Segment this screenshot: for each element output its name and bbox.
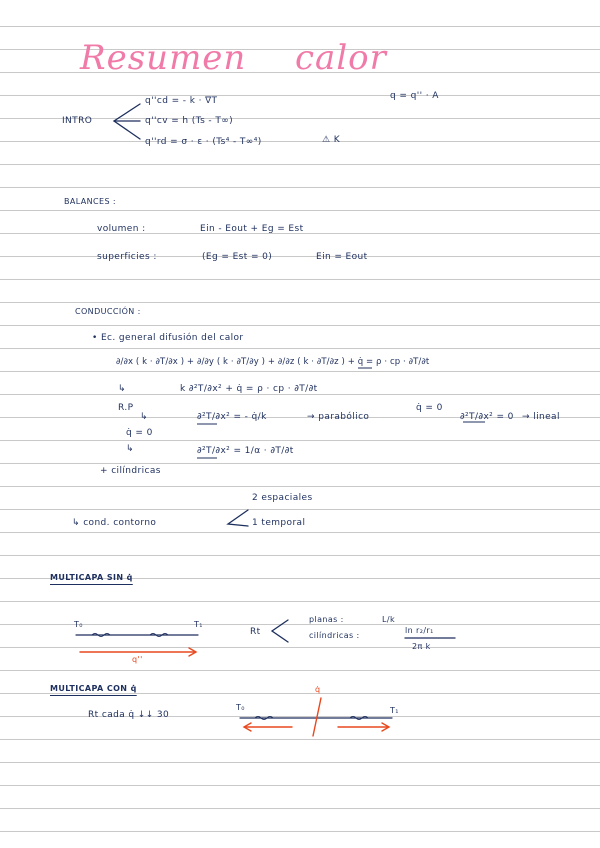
conduction-flux-eq: q''cd = - k · ∇T <box>145 96 218 106</box>
generation-label: q̇ <box>315 685 321 694</box>
multilayer-gen-note: Rt cada q̇ ↓↓ 30 <box>88 710 170 720</box>
multilayer-no-gen-heading: MULTICAPA SIN q̇ <box>50 573 133 582</box>
cylinder-resistance-denominator: 2π k <box>412 642 431 651</box>
row3-arrow: ↳ <box>126 444 134 454</box>
row1-eq: k ∂²T/∂x² + q̇ = ρ · cp · ∂T/∂t <box>180 384 318 394</box>
balances-heading: BALANCES : <box>64 197 117 206</box>
volume-balance-eq: Ein - Eout + Eg = Est <box>200 224 304 234</box>
row2-result: → parabólico <box>307 412 370 422</box>
heat-rate-formula: q = q'' · A <box>390 91 439 101</box>
row2-eq: ∂²T/∂x² = - q̇/k <box>197 412 267 422</box>
surface-balance-eq: Ein = Eout <box>316 252 368 262</box>
plane-wall-label: planas : <box>309 615 344 624</box>
wall-gen-t0-label: T₀ <box>236 703 245 712</box>
surface-label: superficies : <box>97 252 157 262</box>
bc-bracket <box>228 510 248 526</box>
row2-arrow: ↳ <box>140 412 148 422</box>
cylinder-resistance-numerator: ln r₂/r₁ <box>405 626 434 635</box>
cylindrical-note: + cilíndricas <box>100 466 161 476</box>
row2-extra-result: → lineal <box>522 412 560 422</box>
wall-gen-t1-label: T₁ <box>390 706 399 715</box>
volume-label: volumen : <box>97 224 146 234</box>
title-calor: calor <box>295 38 387 78</box>
row2-extra-condition: q̇ = 0 <box>416 403 443 413</box>
row3-eq: ∂²T/∂x² = 1/α · ∂T/∂t <box>197 446 294 456</box>
convection-flux-eq: q''cv = h (Ts - T∞) <box>145 116 234 126</box>
row1-arrow: ↳ <box>118 384 126 394</box>
heat-diffusion-bullet: • Ec. general difusión del calor <box>92 333 244 343</box>
wall-no-gen-diagram <box>76 634 198 657</box>
bc-spatial: 2 espaciales <box>252 493 313 503</box>
radiation-flux-eq: q''rd = σ · ε · (Ts⁴ - T∞⁴) <box>145 137 262 147</box>
plane-resistance-eq: L/k <box>382 615 395 624</box>
intro-bracket <box>114 104 140 139</box>
intro-label: INTRO <box>62 116 93 126</box>
bc-label: ↳ cond. contorno <box>72 518 157 528</box>
row3-condition: q̇ = 0 <box>126 428 153 438</box>
row2-extra-eq: ∂²T/∂x² = 0 <box>460 412 514 422</box>
row2-condition: R.P <box>118 403 134 413</box>
wall-t1-label: T₁ <box>194 620 203 629</box>
wall-gen-diagram <box>240 698 392 736</box>
title-resumen: Resumen <box>80 38 247 78</box>
wall-t0-label: T₀ <box>74 620 83 629</box>
thermal-resistance-label: Rt <box>250 627 261 637</box>
conduction-heading: CONDUCCIÓN : <box>75 307 141 316</box>
multilayer-gen-heading: MULTICAPA CON q̇ <box>50 684 137 693</box>
cylinder-wall-label: cilíndricas : <box>309 631 360 640</box>
surface-condition: (Eg = Est = 0) <box>202 252 273 262</box>
bc-temporal: 1 temporal <box>252 518 306 528</box>
heat-flux-label: q'' <box>132 655 143 664</box>
heat-diffusion-general-eq: ∂/∂x ( k · ∂T/∂x ) + ∂/∂y ( k · ∂T/∂y ) + ∂/∂z ( k · ∂T/∂z ) + q̇ = ρ · cp · ∂T/∂t <box>116 357 430 367</box>
radiation-warning-note: ⚠ K <box>322 135 341 145</box>
